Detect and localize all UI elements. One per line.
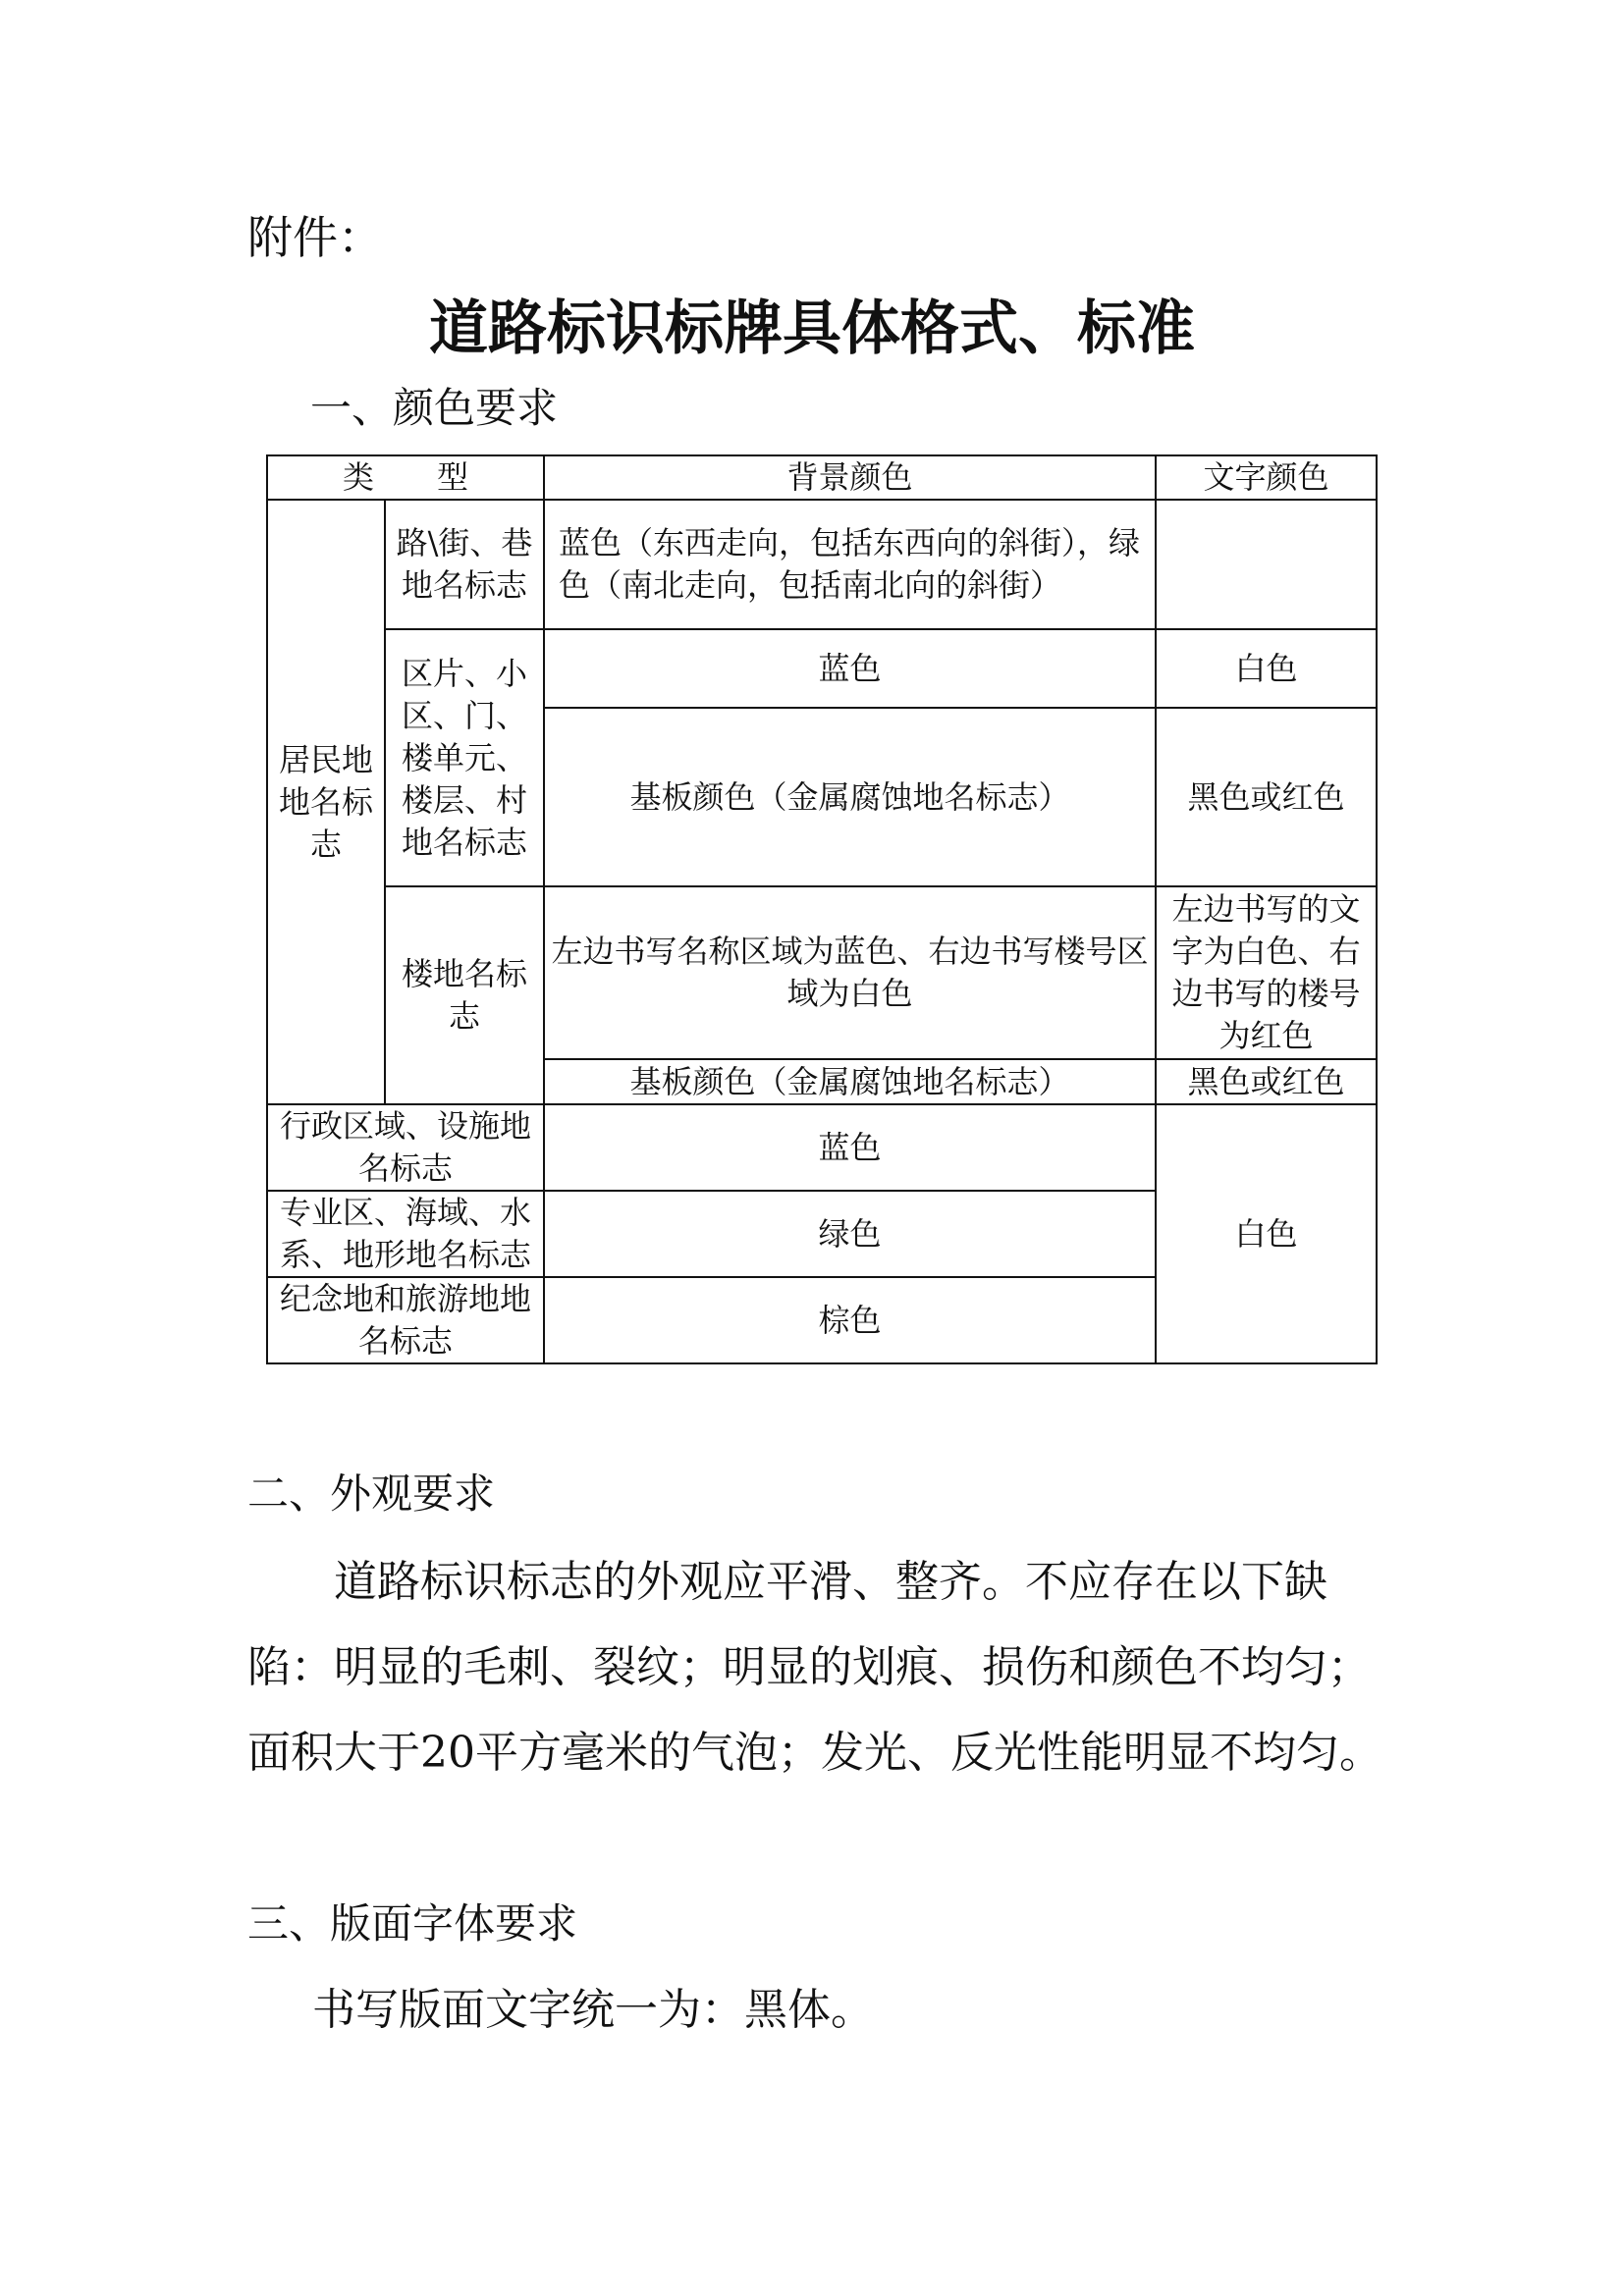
text-color-cell: 黑色或红色: [1156, 1059, 1377, 1104]
table-row: [267, 500, 1377, 629]
section2-body: 道路标识标志的外观应平滑、整齐。不应存在以下缺陷：明显的毛刺、裂纹；明显的划痕、损伤和颜色不均匀；面积大于20平方毫米的气泡；发光、反光性能明显不均匀。: [247, 1557, 1382, 1778]
residential-group-cell: 居民地地名标志: [267, 500, 385, 1104]
text-color-cell: 白色: [1156, 629, 1377, 708]
shared-text-color-cell: 白色: [1156, 1104, 1377, 1363]
table-header-row: [267, 455, 1377, 500]
type-cell: 行政区域、设施地名标志: [267, 1104, 544, 1191]
section1-heading: 一、颜色要求: [310, 384, 559, 432]
type-cell: 纪念地和旅游地地名标志: [267, 1277, 544, 1363]
background-cell: 蓝色: [544, 629, 1156, 708]
document-title: 道路标识标牌具体格式、标准: [429, 294, 1195, 363]
table-row: [267, 886, 1377, 1059]
header-type: 类 型: [267, 455, 544, 500]
background-cell: 蓝色: [544, 1104, 1156, 1191]
background-cell: 左边书写名称区域为蓝色、右边书写楼号区域为白色: [544, 886, 1156, 1059]
type-cell: 专业区、海域、水系、地形地名标志: [267, 1191, 544, 1277]
section2-heading: 二、外观要求: [247, 1469, 496, 1518]
text-color-cell: [1156, 500, 1377, 629]
type-cell: 路\街、巷地名标志: [385, 500, 544, 629]
background-cell: 基板颜色（金属腐蚀地名标志）: [544, 708, 1156, 886]
table-row: [267, 629, 1377, 708]
header-background: 背景颜色: [544, 455, 1156, 500]
background-cell: 绿色: [544, 1191, 1156, 1277]
table-row: [267, 1104, 1377, 1191]
background-cell: 蓝色（东西走向，包括东西向的斜街），绿色（南北走向，包括南北向的斜街）: [544, 500, 1156, 629]
header-text-color: 文字颜色: [1156, 455, 1377, 500]
color-requirements-table: [266, 454, 1378, 1364]
background-cell: 基板颜色（金属腐蚀地名标志）: [544, 1059, 1156, 1104]
attachment-label: 附件：: [247, 211, 383, 264]
background-cell: 棕色: [544, 1277, 1156, 1363]
section3-heading: 三、版面字体要求: [247, 1899, 578, 1948]
type-cell: 区片、小区、门、楼单元、楼层、村地名标志: [385, 629, 544, 886]
text-color-cell: 左边书写的文字为白色、右边书写的楼号为红色: [1156, 886, 1377, 1059]
text-color-cell: 黑色或红色: [1156, 708, 1377, 886]
type-cell: 楼地名标志: [385, 886, 544, 1104]
section3-body: 书写版面文字统一为：黑体。: [312, 1985, 874, 2035]
